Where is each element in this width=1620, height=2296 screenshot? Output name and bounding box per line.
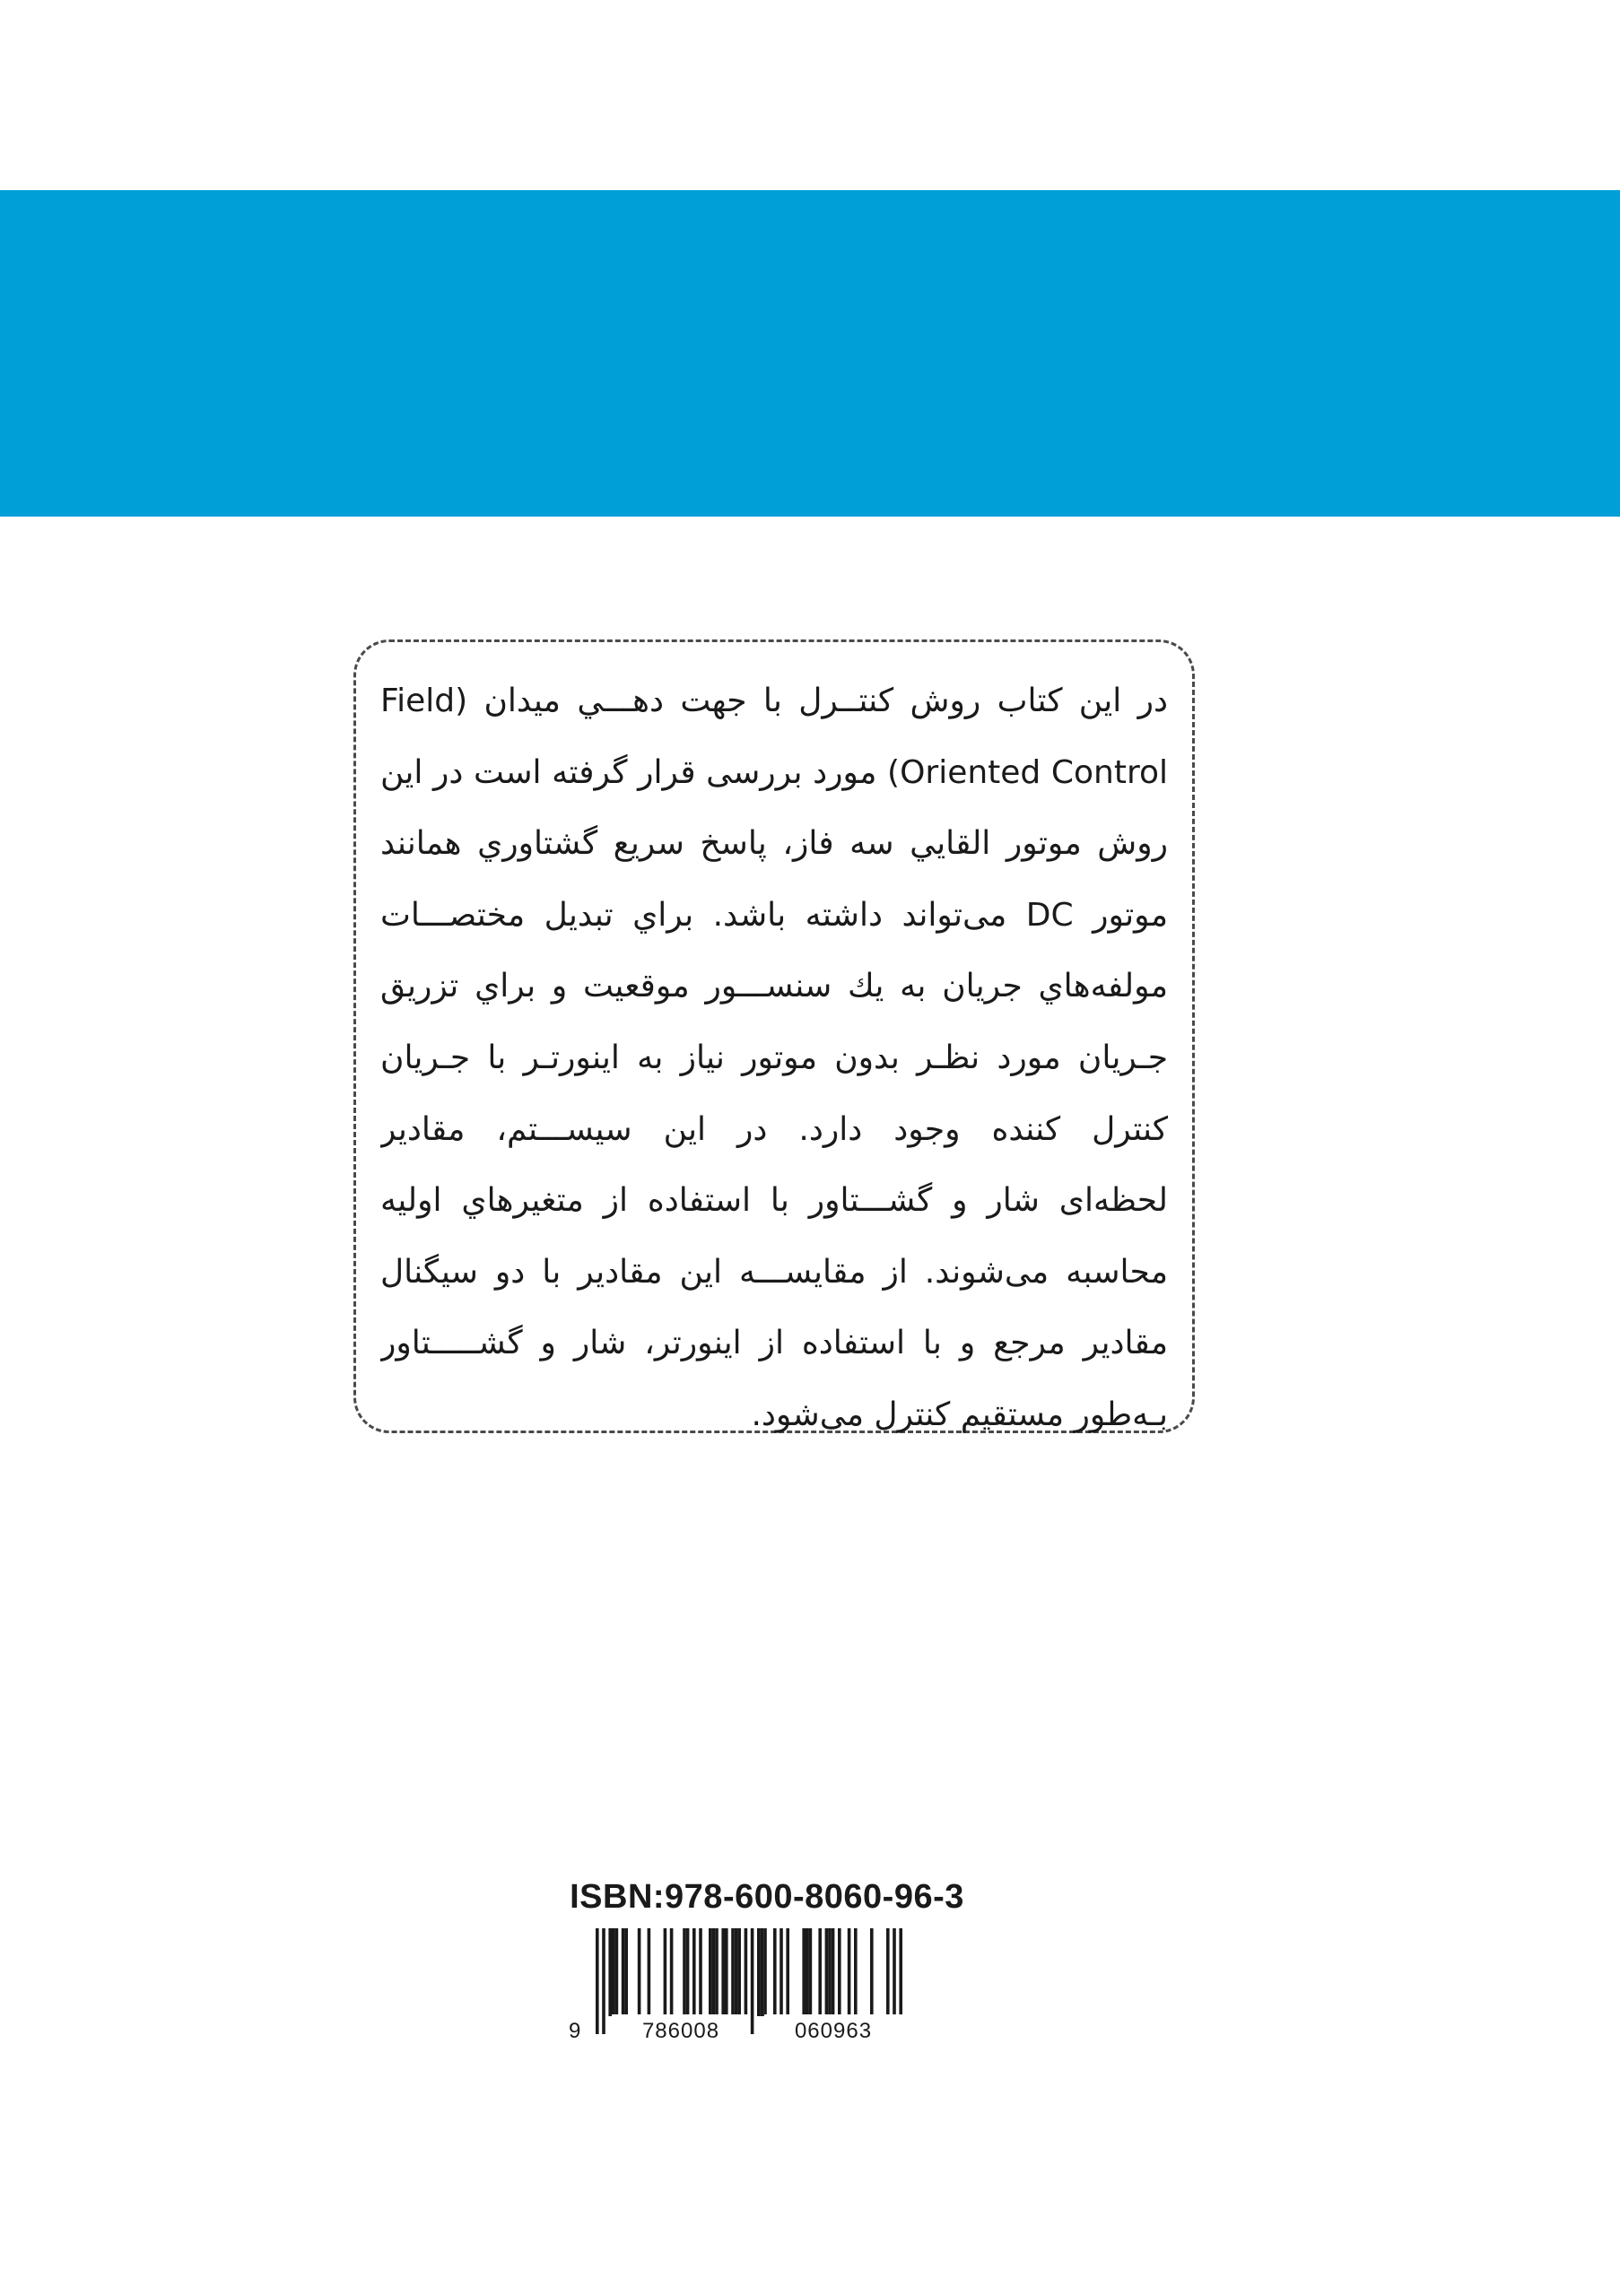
barcode-bar: [712, 1928, 716, 2016]
barcode-bar: [773, 1928, 777, 2016]
barcode-bar: [886, 1928, 890, 2016]
barcode-bar: [664, 1928, 667, 2016]
barcode-bar: [854, 1928, 858, 2016]
barcode-bar: [670, 1928, 674, 2016]
barcode-leading-digit: 9: [569, 2019, 581, 2043]
barcode-bar: [757, 1928, 761, 2016]
description-line: Oriented Control) مورد بررسی قرار گرفته است در این: [380, 753, 1168, 791]
description-line: جـريان مورد نظـر بدون موتور نياز به اينورتـر با جـريان: [380, 1039, 1168, 1076]
barcode-bar: [809, 1928, 813, 2016]
description-line: مقادیر مرجع و با استفاده از اینورتر، شار و گشـــــتاور: [380, 1325, 1168, 1362]
barcode-bar: [699, 1928, 702, 2016]
description-line: مولفه‌هاي جريان به يك سنســـور موقعيت و براي تزريق: [380, 968, 1168, 1005]
barcode-bar: [848, 1928, 851, 2016]
barcode-bar: [683, 1928, 686, 2016]
barcode-bar: [737, 1928, 741, 2016]
barcode-bar: [608, 1928, 612, 2016]
barcode-bar: [870, 1928, 874, 2016]
isbn-label: ISBN:978-600-8060-96-3: [570, 1878, 964, 1916]
barcode-bar: [612, 1928, 615, 2016]
barcode-bar: [802, 1928, 806, 2016]
barcode-bar: [838, 1928, 841, 2016]
barcode-bar: [615, 1928, 619, 2016]
barcode-bar: [828, 1928, 832, 2016]
description-line: بـه‌طور مستقیم کنترل می‌شود.: [751, 1396, 1168, 1433]
barcode-bar: [763, 1928, 767, 2016]
barcode-bar: [725, 1928, 728, 2016]
isbn-barcode: [565, 1928, 969, 2045]
barcode-bar: [692, 1928, 696, 2016]
barcode-bar: [721, 1928, 725, 2016]
barcode-bar: [761, 1928, 764, 2016]
barcode-bar: [624, 1928, 628, 2016]
barcode-bar: [786, 1928, 789, 2016]
barcode-bar: [638, 1928, 641, 2016]
description-line: روش موتور القايي سه فاز، پاسخ سریع گشتاوري همانند: [380, 825, 1168, 863]
barcode-bar: [780, 1928, 783, 2016]
description-line: لحظه‌ای شار و گشـــتاور با استفاده از متغیرهاي اولیه: [380, 1182, 1168, 1220]
cover-color-band: [0, 190, 1620, 517]
barcode-right-digits: 060963: [794, 2019, 873, 2043]
description-line: كنترل كننده وجود دارد. در اين سيســـتم، مقادير: [380, 1110, 1168, 1148]
barcode-bar: [715, 1928, 719, 2016]
barcode-bar: [731, 1928, 735, 2016]
barcode-bar: [602, 1928, 605, 2034]
description-line: در این کتاب روش کنتــرل با جهت دهـــي میدان (Field: [380, 683, 1168, 719]
barcode-bar: [596, 1928, 599, 2034]
barcode-bar: [686, 1928, 690, 2016]
barcode-bar: [622, 1928, 625, 2016]
barcode-bar: [818, 1928, 822, 2016]
description-line: محاسبه می‌شوند. از مقایســـه این مقادیر با دو سیگنال: [380, 1253, 1168, 1291]
barcode-bar: [751, 1928, 754, 2034]
barcode-bar: [735, 1928, 738, 2016]
barcode-bar: [648, 1928, 651, 2016]
barcode-bar: [825, 1928, 829, 2016]
description-text: [380, 665, 1168, 1451]
description-line: موتور DC می‌تواند داشته باشد. براي تبديل مختصـــات: [380, 896, 1168, 934]
barcode-bar: [832, 1928, 835, 2016]
barcode-left-digits: 786008: [641, 2019, 720, 2043]
barcode-bar: [709, 1928, 712, 2016]
barcode-bar: [806, 1928, 809, 2016]
